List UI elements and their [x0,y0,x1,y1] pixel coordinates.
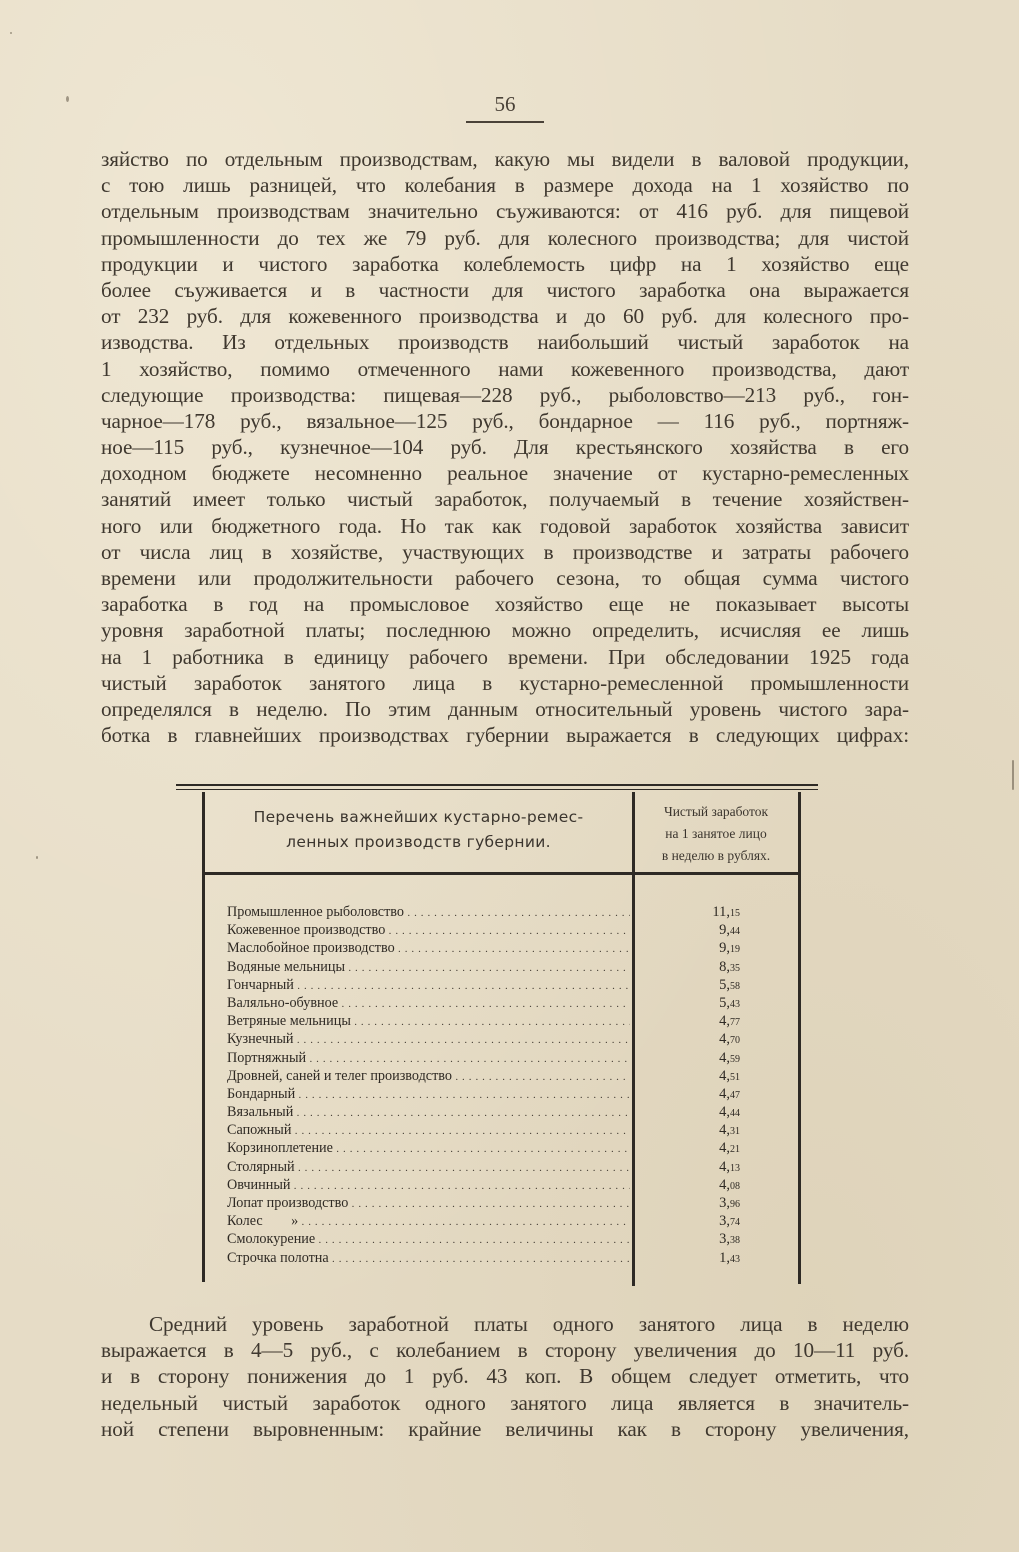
earnings-value: 11,15 [712,904,740,920]
earnings-value: 4,77 [719,1013,740,1030]
value-int: 4 [719,1176,727,1193]
earnings-value: 9,44 [719,922,740,939]
text-line: ной степени выровненным: крайние величины как в сторону увеличения, [101,1416,909,1441]
production-name: Корзиноплетение . . . [227,1139,630,1158]
body-paragraph-2 [101,1311,909,1442]
production-name: Портняжный . . . [227,1049,630,1068]
table-row [227,903,797,921]
text-line: заработка в год на промысловое хозяйство еще не показывает высоты [101,592,909,617]
value-int: 4 [719,1031,727,1048]
text-line: чистый заработок занятого лица в кустарно-ремесленной промышленности [101,670,909,695]
header-line: Чистый заработок [663,804,769,819]
value-int: 5 [719,976,727,993]
earnings-value: 5,43 [719,994,740,1011]
page-number-rule [466,121,544,123]
earnings-value: 4,59 [719,1049,740,1066]
table-row [227,1230,797,1248]
table-row [227,1249,797,1267]
production-name: Смолокурение . . . [227,1230,630,1249]
value-dec: 44 [730,1108,740,1120]
production-name: Столярный . . . [227,1158,630,1177]
earnings-value: 1,43 [719,1249,740,1266]
text-line: от 232 руб. для кожевенного производства и до 60 руб. для колесного про- [101,304,909,329]
value-dec: 51 [730,1071,740,1083]
table-row [227,939,797,957]
production-name: Ветряные мельницы . . . [227,1012,630,1031]
earnings-value: 3,38 [719,1231,740,1248]
value-dec: 35 [730,962,740,974]
production-name: Дровней, саней и телег производство . . . [227,1067,630,1086]
text-line: определялся в неделю. По этим данным относительный уровень чистого зара- [101,696,909,721]
value-dec: 19 [730,944,740,956]
earnings-value: 4,70 [719,1031,740,1048]
production-name: Лопат производство . . . [227,1194,630,1213]
production-name: Промышленное рыболовство . . . [227,903,630,922]
header-line: на 1 занятое лицо [665,826,767,841]
value-int: 3 [719,1195,727,1211]
production-name: Валяльно-обувное . . . [227,994,630,1013]
paper-speck [66,96,69,102]
earnings-value: 4,21 [719,1140,740,1157]
column-header-production [205,805,632,855]
value-dec: 21 [730,1144,740,1156]
table-right-border [798,792,801,1284]
text-line: следующие производства: пищевая—228 руб., рыболовство—213 руб., гон- [101,382,909,407]
text-line: занятий имеет только чистый заработок, получаемый в течение хозяйствен- [101,487,909,512]
value-dec: 47 [730,1089,740,1101]
paper-speck [1012,760,1014,790]
text-line: от числа лиц в хозяйстве, участвующих в производстве и затраты рабочего [101,539,909,564]
value-dec: 96 [730,1199,740,1210]
value-int: 4 [719,1140,727,1157]
value-int: 4 [719,1158,727,1175]
value-dec: 43 [730,1253,740,1265]
value-int: 9 [719,940,727,957]
value-dec: 15 [730,908,740,919]
text-line: недельный чистый заработок одного занятого лица является в значитель- [101,1390,909,1415]
earnings-value: 4,08 [719,1176,740,1193]
table-row [227,1012,797,1030]
earnings-value: 4,47 [719,1085,740,1102]
table-row [227,958,797,976]
text-line: времени или продолжительности рабочего сезона, то общая сумма чистого [101,566,909,590]
production-name: Водяные мельницы . . . [227,958,630,977]
earnings-value: 4,13 [719,1158,740,1175]
text-line: доходном бюджете несомненно реальное значение от кустарно-ремесленных [101,461,909,486]
text-line: продукции и чистого заработка колеблемость цифр на 1 хозяйство еще [101,251,909,276]
header-line: в неделю в рублях. [661,848,771,863]
value-int: 4 [719,1104,727,1121]
value-dec: 58 [730,980,740,992]
column-header-earnings [636,801,796,867]
text-line: зяйство по отдельным производствам, какую мы видели в валовой продукции, [101,147,909,171]
table-row [227,921,797,939]
value-int: 4 [719,1067,727,1084]
text-line: и в сторону понижения до 1 руб. 43 коп. В общем следует отметить, что [101,1364,909,1389]
value-dec: 77 [730,1017,740,1029]
earnings-value: 9,19 [719,940,740,957]
earnings-value: 4,51 [719,1067,740,1084]
table-row [227,1049,797,1067]
earnings-value: 4,31 [719,1122,740,1139]
earnings-value: 8,35 [719,958,740,975]
table-row [227,1103,797,1121]
value-dec: 08 [730,1180,740,1192]
production-name: Колес » . . . [227,1212,630,1231]
table-row [227,1085,797,1103]
text-line: Средний уровень заработной платы одного занятого лица в неделю [149,1312,909,1336]
value-dec: 38 [730,1235,740,1247]
text-line: 1 хозяйство, помимо отмеченного нами кожевенного производства, дают [101,356,909,381]
table-row [227,1067,797,1085]
text-line: выражается в 4—5 руб., с колебанием в сторону увеличения до 10—11 руб. [101,1338,909,1363]
value-int: 4 [719,1085,727,1102]
production-name: Овчинный . . . [227,1176,630,1195]
page-number: 56 [494,92,516,116]
production-name: Маслобойное производство . . . [227,939,630,958]
value-int: 4 [719,1049,727,1066]
value-dec: 59 [730,1053,740,1065]
value-int: 1 [719,1249,727,1266]
value-int: 8 [719,958,727,975]
earnings-value: 3,96 [719,1195,740,1211]
earnings-value: 5,58 [719,976,740,993]
text-line: промышленности до тех же 79 руб. для колесного производства; для чистой [101,225,909,250]
production-name: Бондарный . . . [227,1085,630,1104]
value-dec: 44 [730,926,740,938]
production-name: Строчка полотна . . . [227,1249,630,1268]
table-row [227,976,797,994]
table-row [227,1158,797,1176]
value-int: 4 [719,1013,727,1030]
earnings-value: 4,44 [719,1104,740,1121]
table-row [227,1212,797,1230]
table-top-rule-thin [176,789,818,790]
production-name: Гончарный . . . [227,976,630,995]
text-line: ное—115 руб., кузнечное—104 руб. Для крестьянского хозяйства в его [101,435,909,460]
text-line: ного или бюджетного года. Но так как годовой заработок хозяйства зависит [101,513,909,538]
table-row [227,1121,797,1139]
paper-speck [36,856,38,859]
value-int: 4 [719,1122,727,1139]
value-dec: 74 [730,1217,740,1229]
production-name: Сапожный . . . [227,1121,630,1140]
body-paragraph-1 [101,146,909,748]
value-dec: 70 [730,1035,740,1047]
table-left-border [202,792,205,1282]
value-int: 11 [712,904,727,920]
earnings-value: 3,74 [719,1213,740,1230]
table-row [227,1139,797,1157]
production-name: Кожевенное производство . . . [227,921,630,940]
production-name: Кузнечный . . . [227,1030,630,1049]
text-line: на 1 работника в единицу рабочего времени. При обследовании 1925 года [101,644,909,669]
text-line: более съуживается и в частности для чистого заработка она выражается [101,277,909,302]
table-header-rule [205,872,798,875]
table-body [227,903,797,1267]
table-top-rule [176,784,818,786]
value-dec: 13 [730,1162,740,1174]
text-line: чарное—178 руб., вязальное—125 руб., бондарное — 116 руб., портняж- [101,408,909,433]
production-name: Вязальный . . . [227,1103,630,1122]
table-row [227,1194,797,1212]
text-line: уровня заработной платы; последнюю можно определить, исчисляя ее лишь [101,618,909,643]
paper-speck [10,32,12,34]
value-int: 9 [719,922,727,939]
header-line: ленных производств губернии. [286,833,551,851]
text-line: отдельным производствам значительно съуживаются: от 416 руб. для пищевой [101,199,909,224]
text-line: ботка в главнейших производствах губернии выражается в следующих цифрах: [101,723,909,748]
text-line: изводства. Из отдельных производств наибольший чистый заработок на [101,330,909,355]
value-int: 5 [719,994,727,1011]
text-line: с тою лишь разницей, что колебания в размере дохода на 1 хозяйство по [101,173,909,198]
value-dec: 43 [730,998,740,1010]
value-int: 3 [719,1213,727,1230]
header-line: Перечень важнейших кустарно-ремес- [253,808,584,826]
table-row [227,1176,797,1194]
table-row [227,1030,797,1048]
value-dec: 31 [730,1126,740,1138]
value-int: 3 [719,1231,727,1248]
table-row [227,994,797,1012]
